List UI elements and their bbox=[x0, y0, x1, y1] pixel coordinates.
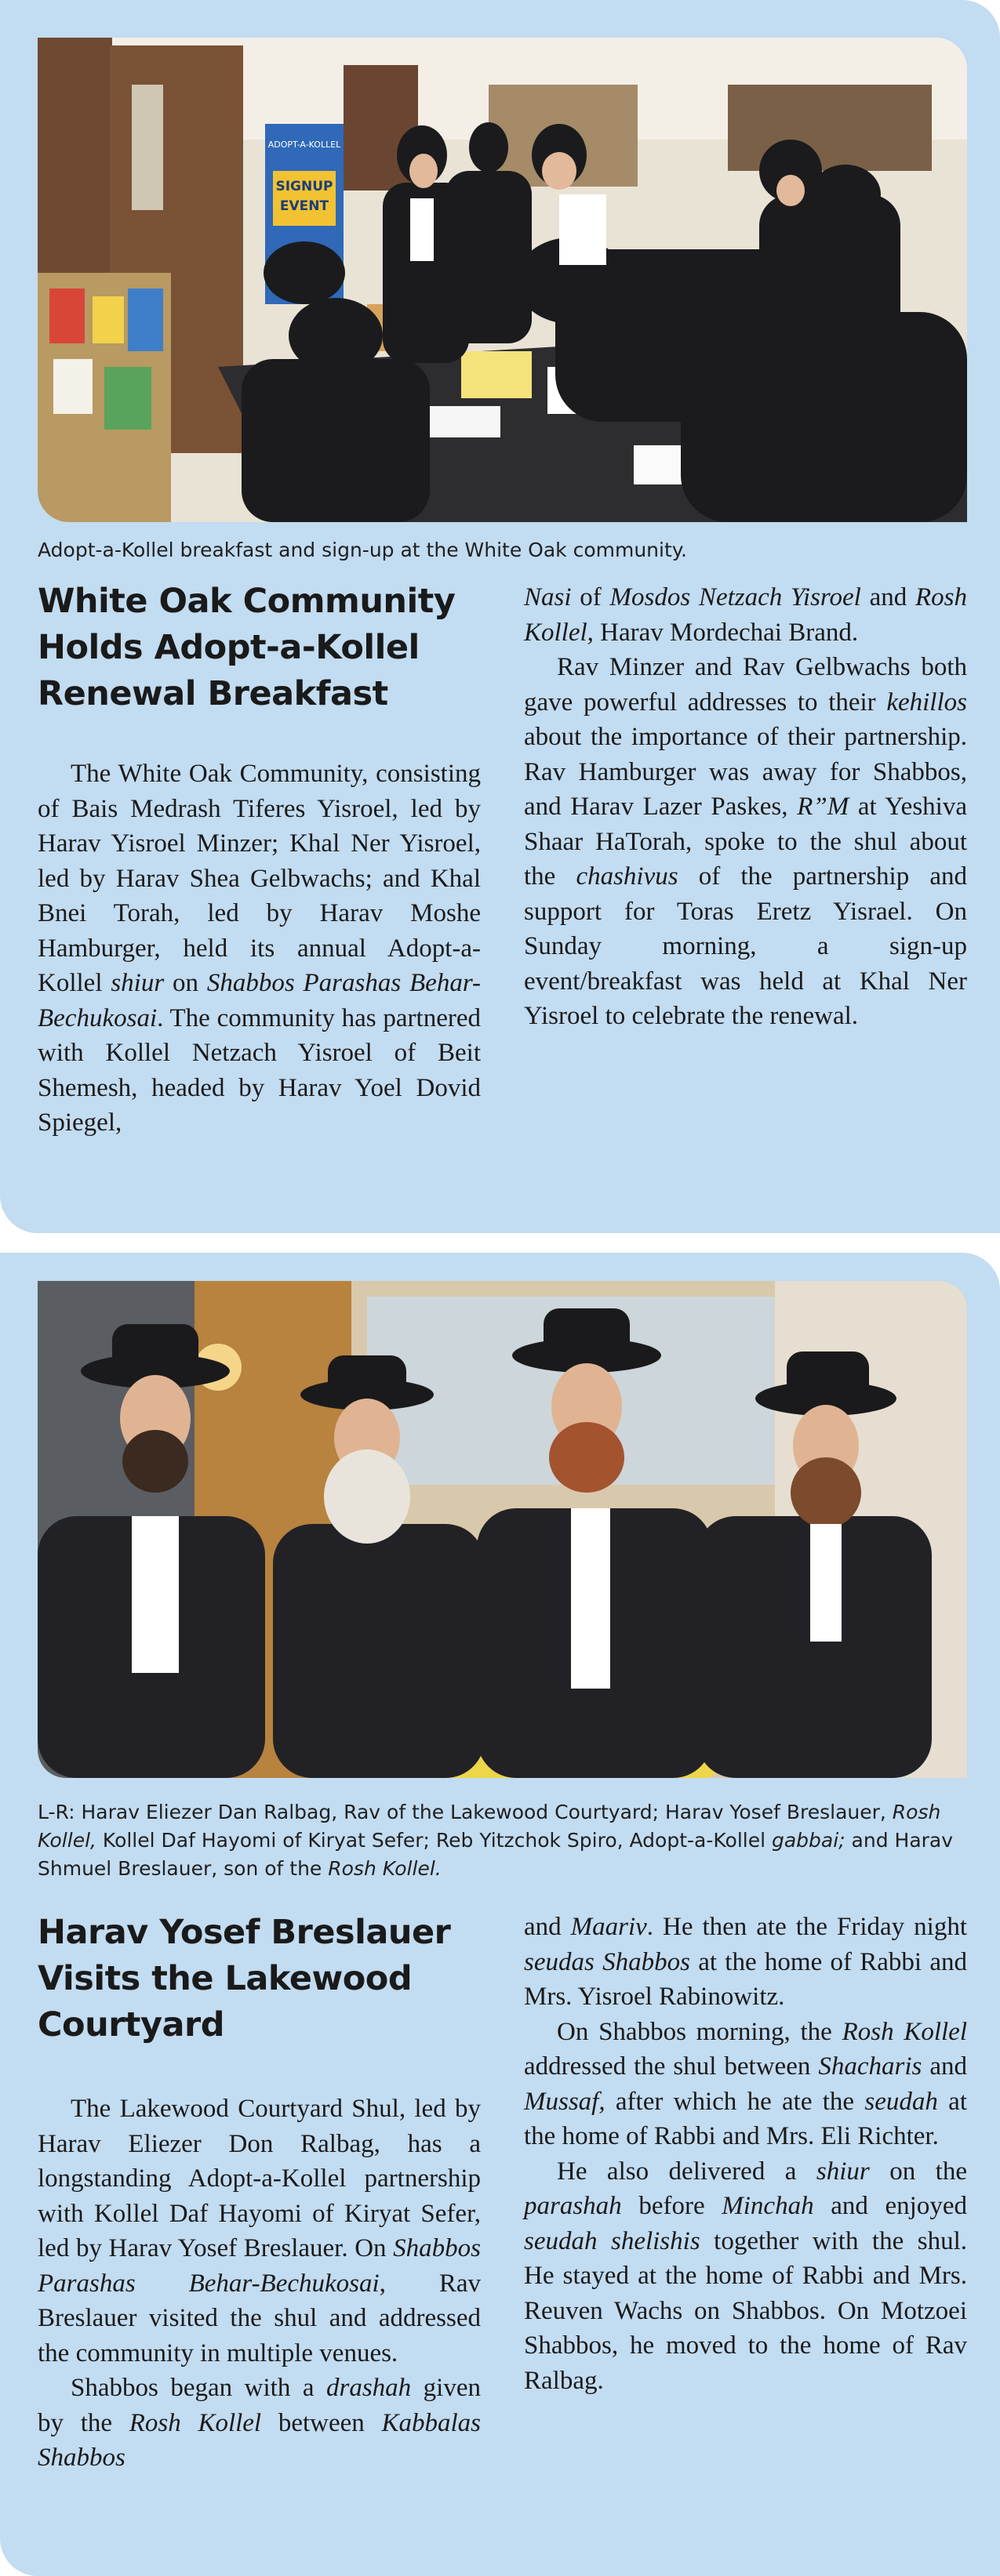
article-paragraph: Shabbos began with a drashah given by the Rosh Kollel between Kabbalas Shabbos bbox=[38, 2374, 481, 2472]
article-headline: Harav Yosef Breslauer Visits the Lakewood Courtyard bbox=[38, 1913, 451, 2044]
article-paragraph: On Shabbos morning, the Rosh Kollel addressed the shul between Shacharis and Mussaf, after which he ate the seudah at the home of Rabbi and Mrs. Eli Richter. bbox=[524, 2017, 967, 2150]
article-column-right bbox=[524, 1910, 967, 2398]
signup-banner-line-1: ADOPT-A-KOLLEL bbox=[267, 140, 341, 150]
article-paragraph: Rav Minzer and Rav Gelbwachs both gave powerful addresses to their kehillos about the importance of their partnership. Rav Hamburger was away for Shabbos, and Harav Lazer Paskes, R”M at Yeshiva Shaar HaTorah, spoke to the shul about the chashivus of the partnership and support for Toras Eretz Yisrael. On Sunday morning, a sign-up event/breakfast was held at Khal Ner Yisroel to celebrate the renewal. bbox=[524, 653, 967, 1030]
article-panel-white-oak bbox=[0, 0, 1000, 1233]
article-paragraph-continued: and Maariv. He then ate the Friday night seudas Shabbos at the home of Rabbi and Mrs. Yisroel Rabinowitz. bbox=[524, 1913, 967, 2011]
article-paragraph: The White Oak Community, consisting of Bais Medrash Tiferes Yisroel, led by Harav Yisroel Minzer; Khal Ner Yisroel, led by Harav Shea Gelbwachs; and Khal Bnei Torah, led by Harav Moshe Hamburger, held its annual Adopt-a-Kollel shiur on Shabbos Parashas Behar-Bechukosai. The community has partnered with Kollel Netzach Yisroel of Beit Shemesh, headed by Harav Yoel Dovid Spiegel, bbox=[38, 760, 481, 1137]
signup-banner-line-2: SIGNUP bbox=[275, 179, 333, 194]
photo-caption: L-R: Harav Eliezer Dan Ralbag, Rav of the Lakewood Courtyard; Harav Yosef Breslauer, Rosh Kollel, Kollel Daf Hayomi of Kiryat Sefer; Reb Yitzchok Spiro, Adopt-a-Kollel gabbai; and Harav Shmuel Breslauer, son of the Rosh Kollel. bbox=[38, 1801, 954, 1880]
photo-caption: Adopt-a-Kollel breakfast and sign-up at the White Oak community. bbox=[38, 539, 687, 561]
article-column-left bbox=[38, 2092, 481, 2476]
article-paragraph: He also delivered a shiur on the parashah before Minchah and enjoyed seudah shelishis together with the shul. He stayed at the home of Rabbi and Mrs. Reuven Wachs on Shabbos. On Motzoei Shabbos, he moved to the home of Rav Ralbag. bbox=[524, 2157, 967, 2395]
breakfast-photo bbox=[38, 38, 967, 522]
article-paragraph-continued: Nasi of Mosdos Netzach Yisroel and Rosh Kollel, Harav Mordechai Brand. bbox=[524, 583, 967, 647]
article-column-right bbox=[524, 580, 967, 1034]
article-column-left bbox=[38, 756, 481, 1141]
article-headline: White Oak Community Holds Adopt-a-Kollel Renewal Breakfast bbox=[38, 582, 456, 713]
signup-banner-line-3: EVENT bbox=[279, 198, 329, 214]
article-paragraph: The Lakewood Courtyard Shul, led by Harav Eliezer Don Ralbag, has a longstanding Adopt-a-Kollel partnership with Kollel Daf Hayomi of Kiryat Sefer, led by Harav Yosef Breslauer. On Shabbos Parashas Behar-Bechukosai, Rav Breslauer visited the shul and addressed the community in multiple venues. bbox=[38, 2095, 481, 2367]
breakfast-photo-illustration bbox=[38, 38, 967, 522]
article-panel-lakewood bbox=[0, 1253, 1000, 2576]
rabbis-group-photo bbox=[38, 1281, 967, 1778]
rabbis-group-photo-illustration bbox=[38, 1281, 967, 1778]
